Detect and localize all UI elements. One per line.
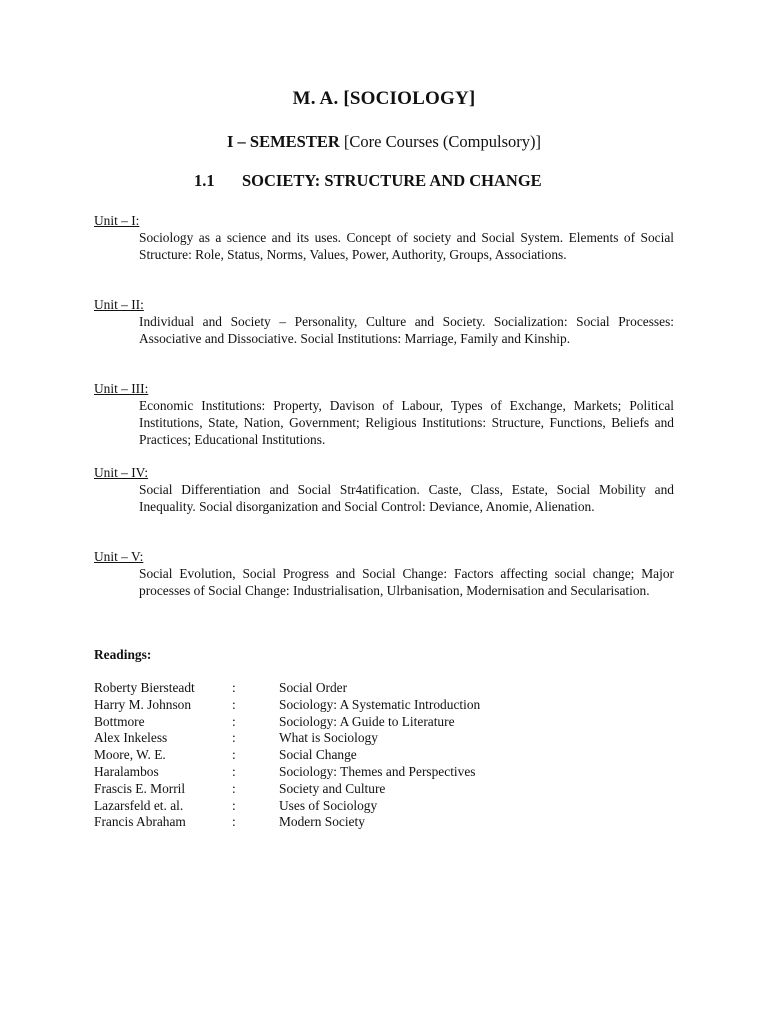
reading-separator: : — [232, 730, 236, 746]
reading-title: Sociology: Themes and Perspectives — [279, 763, 476, 779]
reading-author: Alex Inkeless — [94, 730, 168, 746]
reading-separator: : — [232, 814, 236, 830]
unit-label: Unit – I: — [94, 213, 140, 228]
reading-item — [94, 781, 654, 798]
reading-separator: : — [232, 797, 236, 813]
reading-title: What is Sociology — [279, 730, 378, 746]
semester-label: I – SEMESTER — [227, 132, 340, 151]
readings-list — [94, 680, 654, 831]
unit-3 — [94, 380, 674, 448]
semester-heading — [0, 132, 768, 152]
reading-item — [94, 680, 654, 697]
reading-item — [94, 730, 654, 747]
reading-title: Sociology: A Systematic Introduction — [279, 696, 481, 712]
unit-1 — [94, 212, 674, 263]
reading-title: Uses of Sociology — [279, 797, 378, 813]
reading-separator: : — [232, 747, 236, 763]
reading-author: Moore, W. E. — [94, 747, 166, 763]
reading-separator: : — [232, 763, 236, 779]
reading-item — [94, 714, 654, 731]
reading-separator: : — [232, 713, 236, 729]
reading-title: Sociology: A Guide to Literature — [279, 713, 455, 729]
reading-item — [94, 764, 654, 781]
reading-title: Modern Society — [279, 814, 365, 830]
reading-separator: : — [232, 680, 236, 695]
reading-author: Francis Abraham — [94, 814, 186, 830]
unit-description: Social Evolution, Social Progress and Social Change: Factors affecting social change; Major processes of Social Change: Industrialisation, Ulrbanisation, Modernisation and Secularisation. — [139, 566, 674, 598]
unit-description: Sociology as a science and its uses. Concept of society and Social System. Elements of Social Structure: Role, Status, Norms, Values, Power, Authority, Groups, Associations. — [139, 230, 674, 262]
unit-label: Unit – III: — [94, 381, 149, 396]
unit-description: Individual and Society – Personality, Culture and Society. Socialization: Social Processes: Associative and Dissociative. Social Institutions: Marriage, Family and Kinship. — [139, 314, 674, 346]
reading-author: Harry M. Johnson — [94, 696, 192, 712]
reading-separator: : — [232, 780, 236, 796]
reading-author: Lazarsfeld et. al. — [94, 797, 184, 813]
reading-author: Bottmore — [94, 713, 145, 729]
reading-item — [94, 747, 654, 764]
unit-label: Unit – V: — [94, 549, 144, 564]
reading-author: Haralambos — [94, 763, 159, 779]
unit-2 — [94, 296, 674, 347]
reading-separator: : — [232, 696, 236, 712]
reading-item — [94, 697, 654, 714]
reading-title: Social Change — [279, 747, 357, 763]
unit-4 — [94, 464, 674, 515]
course-number: 1.1 — [194, 171, 215, 190]
unit-description: Economic Institutions: Property, Davison of Labour, Types of Exchange, Markets; Political Institutions, State, Nation, Government; Religious Institutions: Structure, Functions, Beliefs and Practices; Educational Institutions. — [139, 398, 674, 447]
reading-author: Roberty Biersteadt — [94, 680, 195, 695]
course-title: SOCIETY: STRUCTURE AND CHANGE — [242, 171, 542, 190]
semester-description: [Core Courses (Compulsory)] — [339, 132, 541, 151]
unit-label: Unit – IV: — [94, 465, 149, 480]
unit-label: Unit – II: — [94, 297, 144, 312]
course-heading — [194, 171, 542, 191]
reading-title: Society and Culture — [279, 780, 386, 796]
reading-title: Social Order — [279, 680, 348, 695]
reading-author: Frascis E. Morril — [94, 780, 186, 796]
unit-5 — [94, 548, 674, 599]
reading-item — [94, 798, 654, 815]
reading-item — [94, 814, 654, 831]
unit-description: Social Differentiation and Social Str4atification. Caste, Class, Estate, Social Mobility and Inequality. Social disorganization and Social Control: Deviance, Anomie, Alienation. — [139, 482, 674, 514]
document-title: M. A. [SOCIOLOGY] — [292, 88, 476, 109]
readings-heading: Readings: — [94, 647, 152, 662]
